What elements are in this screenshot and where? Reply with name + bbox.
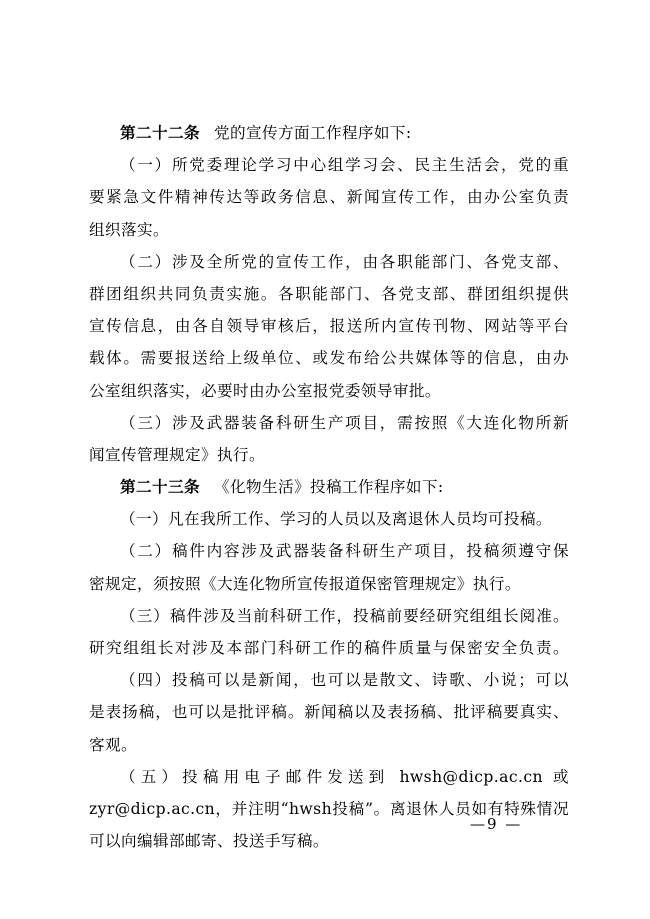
- paragraph-line: 要紧急文件精神传达等政务信息、新闻宣传工作，由办公室负责: [89, 188, 569, 207]
- paragraph-line: （五）投稿用电子邮件发送到 hwsh@dicp.ac.cn 或: [120, 767, 569, 786]
- paragraph-line: 密规定，须按照《大连化物所宣传报道保密管理规定》执行。: [89, 574, 521, 593]
- paragraph-line: 研究组组长对涉及本部门科研工作的稿件质量与保密安全负责。: [89, 639, 569, 657]
- paragraph-line: （三）稿件涉及当前科研工作，投稿前要经研究组组长阅准。: [120, 606, 569, 625]
- paragraph-line: 可以向编辑部邮寄、投送手写稿。: [89, 832, 329, 851]
- article-23-intro: 《化物生活》投稿工作程序如下:: [213, 478, 444, 497]
- document-body: [89, 117, 569, 857]
- article-23-heading: 第二十三条: [120, 477, 200, 497]
- paragraph-line: 群团组织共同负责实施。各职能部门、各党支部、群团组织提供: [89, 284, 569, 303]
- paragraph-line: （二）稿件内容涉及武器装备科研生产项目，投稿须遵守保: [120, 542, 569, 561]
- paragraph-line: （四）投稿可以是新闻，也可以是散文、诗歌、小说；可以: [120, 671, 569, 690]
- article-22-intro: 党的宣传方面工作程序如下:: [213, 124, 412, 142]
- paragraph-line: （二）涉及全所党的宣传工作，由各职能部门、各党支部、: [120, 252, 569, 271]
- paragraph-line: 载体。需要报送给上级单位、或发布给公共媒体等的信息，由办: [89, 349, 569, 368]
- paragraph-line: 闻宣传管理规定》执行。: [89, 445, 265, 464]
- paragraph-line: 是表扬稿，也可以是批评稿。新闻稿以及表扬稿、批评稿要真实、: [89, 703, 569, 722]
- paragraph-line: 公室组织落实，必要时由办公室报党委领导审批。: [89, 381, 441, 400]
- article-23-heading-line: [89, 471, 569, 503]
- paragraph-line: zyr@dicp.ac.cn，并注明“hwsh投稿”。离退休人员如有特殊情况: [89, 799, 569, 818]
- page-number: —9 —: [470, 815, 523, 833]
- article-22-heading-line: [89, 117, 569, 149]
- paragraph-line: （一）凡在我所工作、学习的人员以及离退休人员均可投稿。: [120, 510, 552, 529]
- paragraph-line: （一）所党委理论学习中心组学习会、民主生活会，党的重: [120, 156, 569, 175]
- paragraph-line: 组织落实。: [89, 220, 169, 239]
- article-22-heading: 第二十二条: [120, 123, 200, 142]
- paragraph-line: 客观。: [89, 735, 137, 754]
- paragraph-line: （三）涉及武器装备科研生产项目，需按照《大连化物所新: [120, 413, 569, 432]
- paragraph-line: 宣传信息，由各自领导审核后，报送所内宣传刊物、网站等平台: [89, 317, 569, 336]
